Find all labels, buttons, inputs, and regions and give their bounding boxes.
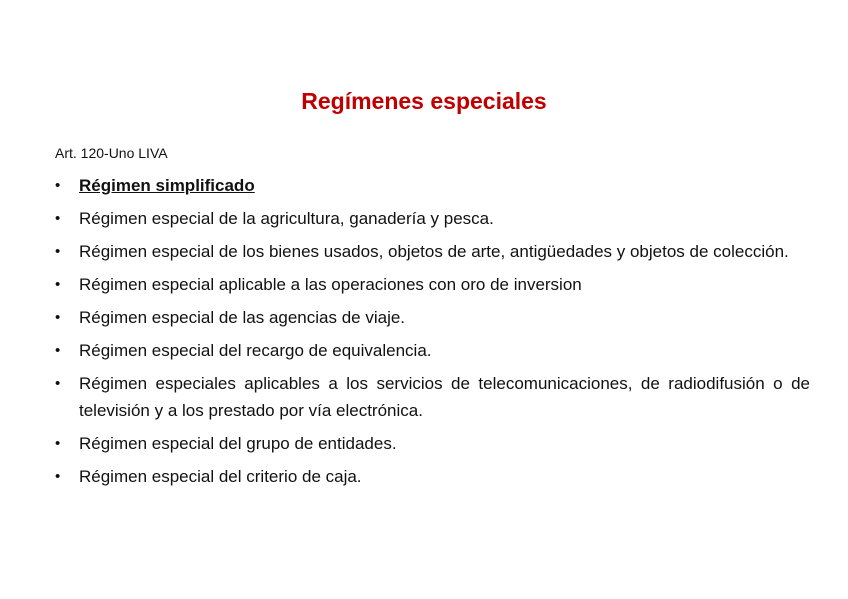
bullet-icon: • — [55, 468, 61, 485]
list-item-text: Régimen especial de los bienes usados, objetos de arte, antigüedades y objetos de colección. — [79, 242, 789, 261]
list-item-text: Régimen especial del grupo de entidades. — [79, 434, 397, 453]
list-item-text: Régimen especial de la agricultura, ganadería y pesca. — [79, 209, 494, 228]
regime-list — [55, 172, 810, 496]
article-reference: Art. 120-Uno LIVA — [55, 145, 168, 161]
list-item-text: Régimen especial del recargo de equivalencia. — [79, 341, 432, 360]
list-item — [55, 304, 810, 331]
bullet-icon: • — [55, 342, 61, 359]
bullet-icon: • — [55, 309, 61, 326]
list-item — [55, 172, 810, 199]
bullet-icon: • — [55, 276, 61, 293]
list-item-text: Régimen especiales aplicables a los servicios de telecomunicaciones, de radiodifusión o de televisión y a los prestado por vía electrónica. — [79, 374, 810, 420]
bullet-icon: • — [55, 435, 61, 452]
list-item — [55, 337, 810, 364]
list-item-text: Régimen especial del criterio de caja. — [79, 467, 362, 486]
slide-title: Regímenes especiales — [301, 88, 547, 114]
list-item-text: Régimen especial de las agencias de viaje. — [79, 308, 406, 327]
bullet-icon: • — [55, 243, 61, 260]
list-item-text: Régimen simplificado — [79, 176, 255, 195]
list-item — [55, 430, 810, 457]
bullet-icon: • — [55, 375, 61, 392]
list-item — [55, 463, 810, 490]
list-item — [55, 271, 810, 298]
bullet-icon: • — [55, 210, 61, 227]
bullet-icon: • — [55, 177, 61, 194]
list-item-text: Régimen especial aplicable a las operaciones con oro de inversion — [79, 275, 582, 294]
list-item — [55, 205, 810, 232]
list-item — [55, 238, 810, 265]
list-item — [55, 370, 810, 424]
